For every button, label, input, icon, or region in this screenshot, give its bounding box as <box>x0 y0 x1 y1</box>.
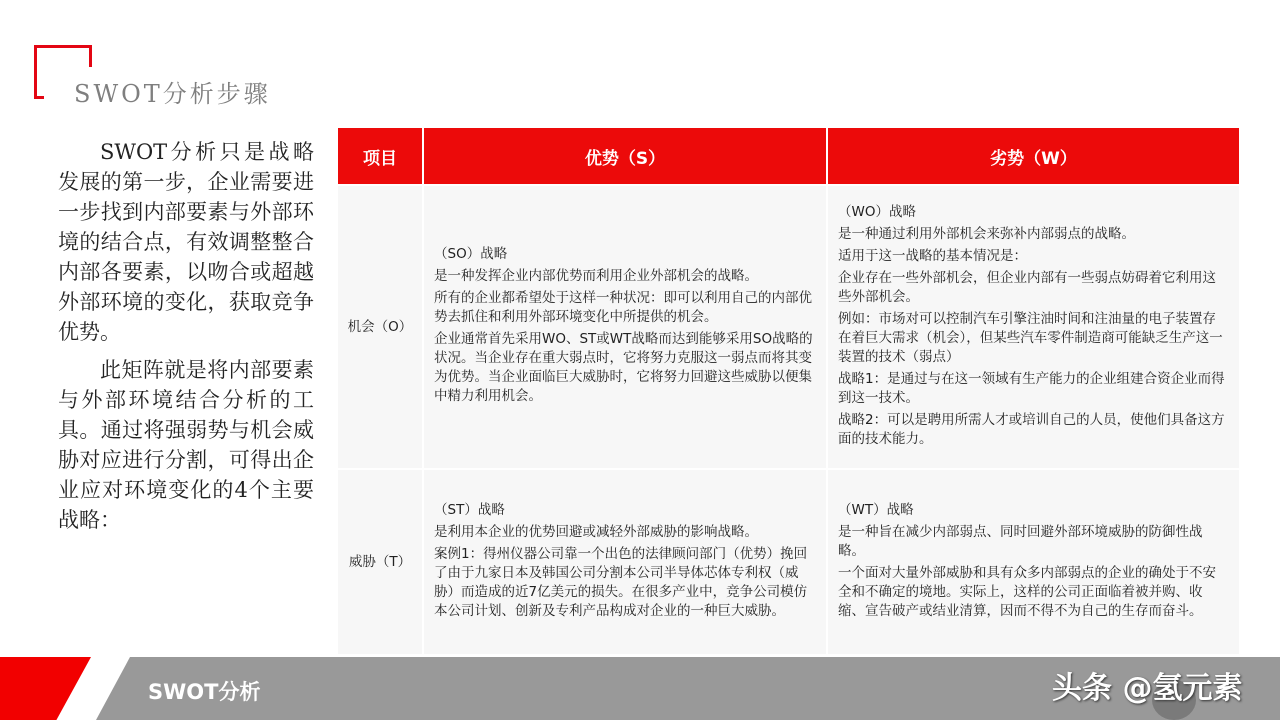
intro-paragraph: 此矩阵就是将内部要素与外部环境结合分析的工具。通过将强弱势与机会威胁对应进行分割，可得出企业应对环境变化的4个主要战略： <box>58 358 314 532</box>
cell-paragraph: 企业存在一些外部机会，但企业内部有一些弱点妨碍着它利用这些外部机会。 <box>838 269 1216 305</box>
strategy-heading: （SO）战略 <box>434 246 508 262</box>
cell-paragraph: 战略1：是通过与在这一领域有生产能力的企业组建合资企业而得到这一技术。 <box>838 370 1225 406</box>
cell-paragraph: 适用于这一战略的基本情况是： <box>838 247 1027 264</box>
cell-paragraph: 案例1：得州仪器公司靠一个出色的法律顾问部门（优势）挽回了由于九家日本及韩国公司分割本公司半导体芯体专利权（威胁）而造成的近7亿美元的损失。在很多产业中，竞争公司模仿本公司计划、创新及专利产品构成对企业的一种巨大威胁。 <box>434 545 808 619</box>
header-strength: 优势（S） <box>424 128 826 184</box>
strategy-heading: （WO）战略 <box>838 203 916 220</box>
row-label-threat: 威胁（T） <box>338 470 422 654</box>
header-weakness: 劣势（W） <box>828 128 1239 184</box>
watermark: 头条 @氢元素 <box>1052 671 1243 706</box>
footer-red-accent <box>0 657 91 720</box>
cell-paragraph: 例如：市场对可以控制汽车引擎注油时间和注油量的电子装置存在着巨大需求（机会），但某些汽车零件制造商可能缺乏生产这一装置的技术（弱点） <box>838 310 1223 365</box>
swot-table <box>336 126 1241 656</box>
cell-paragraph: 一个面对大量外部威胁和具有众多内部弱点的企业的确处于不安全和不确定的境地。实际上，这样的公司正面临着被并购、收缩、宣告破产或结业清算，因而不得不为自己的生存而奋斗。 <box>838 564 1216 619</box>
cell-paragraph: 是一种发挥企业内部优势而利用企业外部机会的战略。 <box>434 268 758 284</box>
cell-paragraph: 战略2：可以是聘用所需人才或培训自己的人员，使他们具备这方面的技术能力。 <box>838 411 1225 447</box>
strategy-heading: （WT）战略 <box>838 501 914 518</box>
cell-paragraph: 所有的企业都希望处于这样一种状况：即可以利用自己的内部优势去抓住和利用外部环境变化中所提供的机会。 <box>434 290 812 325</box>
header-item: 项目 <box>338 128 422 184</box>
cell-wo <box>828 186 1239 468</box>
table-row <box>338 470 1239 654</box>
cell-paragraph: 是一种通过利用外部机会来弥补内部弱点的战略。 <box>838 225 1135 242</box>
intro-text <box>58 137 314 543</box>
page-title: SWOT分析步骤 <box>74 80 271 108</box>
cell-paragraph: 企业通常首先采用WO、ST或WT战略而达到能够采用SO战略的状况。当企业存在重大弱点时，它将努力克服这一弱点而将其变为优势。当企业面临巨大威胁时，它将努力回避这些威胁以便集中精力利用机会。 <box>434 331 813 404</box>
table-row <box>338 186 1239 468</box>
title-bracket-decoration <box>89 45 92 67</box>
strategy-heading: （ST）战略 <box>434 501 505 518</box>
row-label-opportunity: 机会（O） <box>338 186 422 468</box>
cell-paragraph: 是利用本企业的优势回避或减轻外部威胁的影响战略。 <box>434 523 758 540</box>
footer-label: SWOT分析 <box>148 680 261 704</box>
cell-so <box>424 186 826 468</box>
cell-st <box>424 470 826 654</box>
intro-paragraph: SWOT分析只是战略发展的第一步，企业需要进一步找到内部要素与外部环境的结合点，有效调整整合内部各要素，以吻合或超越外部环境的变化，获取竞争优势。 <box>58 140 314 344</box>
cell-paragraph: 是一种旨在减少内部弱点、同时回避外部环境威胁的防御性战略。 <box>838 523 1203 559</box>
cell-wt <box>828 470 1239 654</box>
